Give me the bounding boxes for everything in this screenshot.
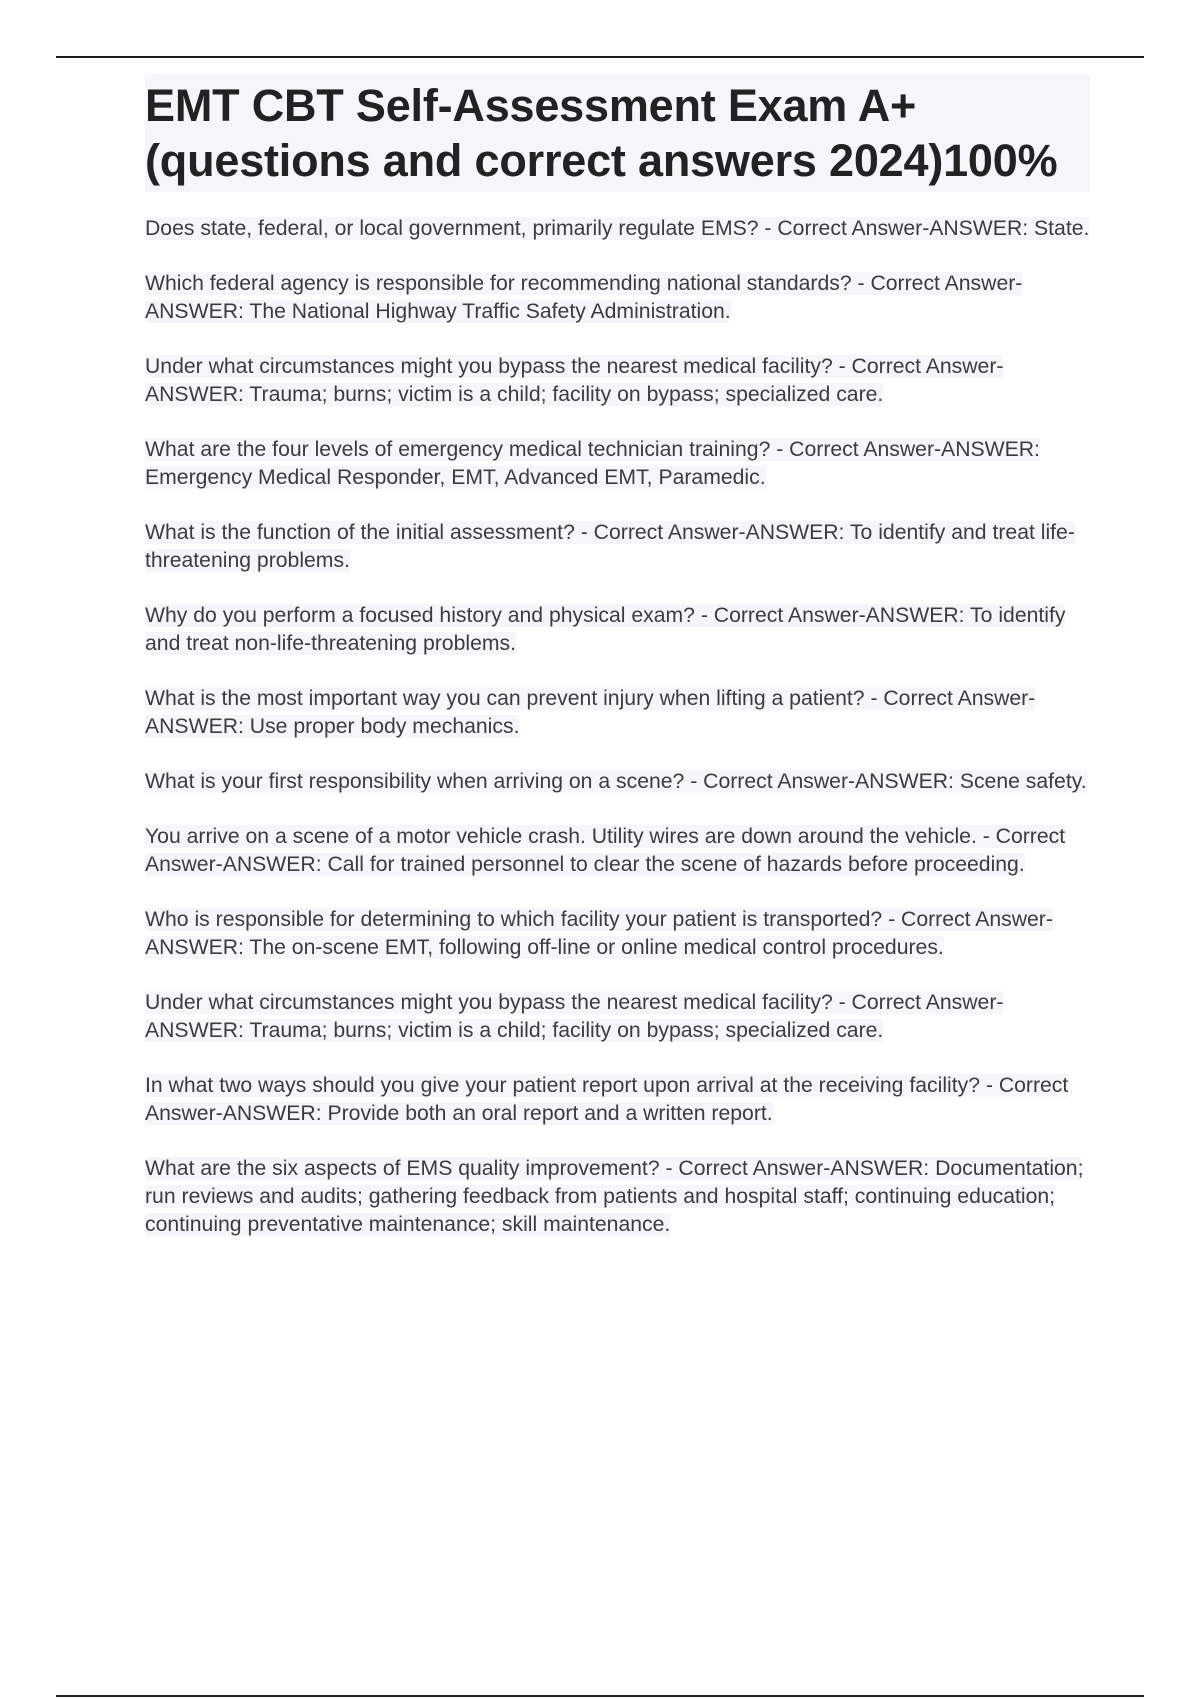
qa-item [145,685,1090,741]
qa-text: Which federal agency is responsible for recommending national standards? - Correct Answer-ANSWER: The National Highway Traffic Safety Administration. [145,272,1023,323]
qa-text: What is your first responsibility when arriving on a scene? - Correct Answer-ANSWER: Scene safety. [145,770,1087,793]
qa-item [145,353,1090,409]
qa-list [145,215,1090,1239]
qa-item [145,519,1090,575]
qa-item [145,1155,1090,1239]
qa-item [145,1072,1090,1128]
qa-text: What are the six aspects of EMS quality improvement? - Correct Answer-ANSWER: Documentation; run reviews and audits; gathering feedback from patients and hospital staff; continuing education; continuing preventative maintenance; skill maintenance. [145,1157,1084,1236]
qa-item [145,823,1090,879]
qa-item [145,215,1090,243]
qa-text: You arrive on a scene of a motor vehicle crash. Utility wires are down around the vehicle. - Correct Answer-ANSWER: Call for trained personnel to clear the scene of hazards before proceeding. [145,825,1066,876]
qa-item [145,602,1090,658]
qa-text: What is the most important way you can prevent injury when lifting a patient? - Correct Answer-ANSWER: Use proper body mechanics. [145,687,1036,738]
qa-text: What is the function of the initial assessment? - Correct Answer-ANSWER: To identify and treat life-threatening problems. [145,521,1075,572]
document-body [145,74,1090,1239]
qa-item [145,768,1090,796]
qa-text: Under what circumstances might you bypass the nearest medical facility? - Correct Answer-ANSWER: Trauma; burns; victim is a child; facility on bypass; specialized care. [145,355,1004,406]
bottom-divider [56,1695,1144,1697]
qa-text: Under what circumstances might you bypass the nearest medical facility? - Correct Answer-ANSWER: Trauma; burns; victim is a child; facility on bypass; specialized care. [145,991,1004,1042]
qa-text: Why do you perform a focused history and physical exam? - Correct Answer-ANSWER: To identify and treat non-life-threatening problems. [145,604,1066,655]
qa-text: Does state, federal, or local government, primarily regulate EMS? - Correct Answer-ANSWER: State. [145,217,1090,240]
qa-item [145,270,1090,326]
qa-text: In what two ways should you give your patient report upon arrival at the receiving facility? - Correct Answer-ANSWER: Provide both an oral report and a written report. [145,1074,1069,1125]
qa-text: What are the four levels of emergency medical technician training? - Correct Answer-ANSWER: Emergency Medical Responder, EMT, Advanced EMT, Paramedic. [145,438,1040,489]
qa-item [145,906,1090,962]
qa-item [145,436,1090,492]
qa-item [145,989,1090,1045]
document-title: EMT CBT Self-Assessment Exam A+ (questions and correct answers 2024)100% [145,74,1090,192]
qa-text: Who is responsible for determining to which facility your patient is transported? - Correct Answer-ANSWER: The on-scene EMT, following off-line or online medical control procedures. [145,908,1053,959]
top-divider [56,56,1144,58]
